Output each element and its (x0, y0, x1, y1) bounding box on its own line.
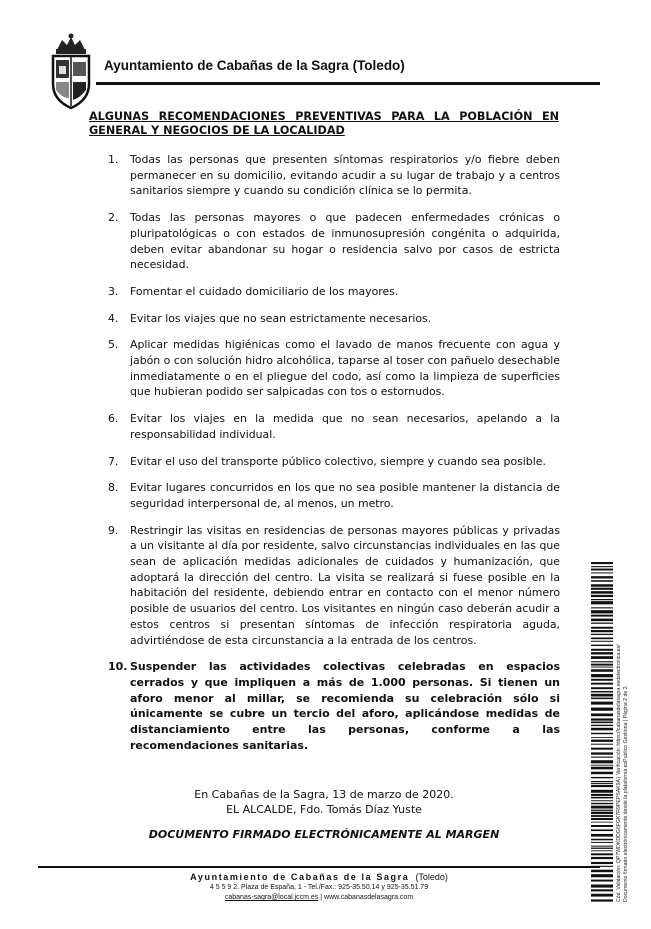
item-number: 8. (108, 481, 119, 495)
item-text: Todas las personas mayores o que padecen enfermedades crónicas o pluripatológicas o con estados de inmunosupresión congénita o adquirida, deben evitar abandonar su hogar o residencia salvo por casos de estricta necesidad. (130, 211, 560, 272)
item-text: Evitar lugares concurridos en los que no sea posible mantener la distancia de seguridad interpersonal de, al menos, un metro. (130, 481, 560, 510)
electronic-signature-note: DOCUMENTO FIRMADO ELECTRÓNICAMENTE AL MARGEN (148, 828, 500, 841)
signer: EL ALCALDE, Fdo. Tomás Díaz Yuste (226, 803, 422, 816)
footer-org-name: Ayuntamiento de Cabañas de la Sagra (190, 872, 410, 882)
item-number: 9. (108, 523, 119, 537)
heading-line-2: GENERAL Y NEGOCIOS DE LA LOCALIDAD (89, 124, 345, 137)
coat-of-arms-icon (48, 32, 94, 112)
header-divider (96, 82, 600, 85)
list-item (108, 337, 560, 400)
list-item (108, 454, 560, 470)
list-item (108, 284, 560, 300)
header-title: Ayuntamiento de Cabañas de la Sagra (Toledo) (104, 58, 405, 73)
validation-code: Cód. Validación: QP7WDKDDG6FGK7R9PEPSAK9A | Verificación: https://cabanasdelasagra.sedelectronica.es/ (616, 644, 622, 902)
signature-platform-note: Documento firmado electrónicamente desde la plataforma esPublico Gestiona | Página 2 de 2 (623, 686, 629, 902)
recommendations-list (108, 152, 560, 765)
list-item (108, 311, 560, 327)
footer-email-link[interactable]: cabanas-sagra@local.jccm.es (224, 894, 319, 901)
item-text: Aplicar medidas higiénicas como el lavado de manos frecuente con agua y jabón o con solución hidro alcohólica, taparse al toser con pañuelo desechable inmediatamente o en el pliegue del codo, así como la limpieza de superficies que hubieran podido ser salpicadas con tos o estornudos. (130, 338, 560, 399)
validation-margin-text (616, 562, 630, 902)
item-text: Evitar los viajes que no sean estrictamente necesarios. (130, 311, 432, 325)
item-text: Suspender las actividades colectivas celebradas en espacios cerrados y que impliquen a más de 1.000 personas. Si tienen un aforo menor al millar, se recomienda su celebración sólo si únicamente se cubre un tercio del aforo, aplicándose medidas de distanciamiento entre las personas, conforme a las recomendaciones sanitarias. (130, 660, 560, 752)
item-number: 2. (108, 211, 119, 225)
item-number: 3. (108, 284, 119, 298)
footer-separator: | (320, 894, 323, 901)
item-number: 10. (108, 660, 128, 674)
list-item (108, 480, 560, 511)
letterhead (40, 28, 600, 118)
item-number: 6. (108, 412, 119, 426)
item-number: 5. (108, 338, 119, 352)
list-item (108, 659, 560, 753)
list-item (108, 210, 560, 273)
footer-province: (Toledo) (415, 872, 448, 882)
item-text: Evitar los viajes en la medida que no sean necesarios, apelando a la responsabilidad individual. (130, 412, 560, 441)
footer-divider (38, 866, 600, 868)
item-text: Evitar el uso del transporte público colectivo, siempre y cuando sea posible. (130, 454, 546, 468)
list-item (108, 523, 560, 649)
list-item (108, 152, 560, 199)
footer-web-link[interactable]: www.cabanasdelasagra.com (324, 894, 414, 901)
item-text: Restringir las visitas en residencias de personas mayores públicas y privadas a un visitante al día por residente, salvo circunstancias individuales en las que sean de aplicación medidas adicionales de cuidados y humanización, que adoptará la dirección del centro. La visita se realizará si fuese posible en la habitación del residente, debiendo entrar en contacto con el menor número posible de usuarios del centro. Los visitantes en ningún caso deberán acudir a estos centros si presentan síntomas de infección respiratoria aguda, advirtiéndose de esta circunstancia a la entrada de los centros. (130, 523, 560, 647)
item-text: Fomentar el cuidado domiciliario de los mayores. (130, 284, 399, 298)
footer-org (38, 872, 600, 882)
footer (38, 872, 600, 901)
heading-line-1: ALGUNAS RECOMENDACIONES PREVENTIVAS PARA LA POBLACIÓN EN (89, 110, 559, 123)
item-number: 7. (108, 454, 119, 468)
footer-contact (38, 894, 600, 901)
item-number: 1. (108, 153, 119, 166)
footer-address: 4 5 5 9 2. Plaza de España, 1 - Tel./Fax.: 925-35.50.14 y 925-35.51.79 (209, 884, 429, 891)
list-item (108, 411, 560, 442)
place-date: En Cabañas de la Sagra, 13 de marzo de 2020. (194, 788, 454, 801)
barcode-icon (591, 562, 613, 902)
signoff-block (89, 787, 559, 817)
item-text: Todas las personas que presenten síntomas respiratorios y/o fiebre deben permanecer en su domicilio, evitando acudir a su lugar de trabajo y a centros sanitarios siempre y cuando su condición clínica se lo permita. (130, 153, 560, 198)
item-number: 4. (108, 311, 119, 325)
document-heading (89, 110, 559, 138)
